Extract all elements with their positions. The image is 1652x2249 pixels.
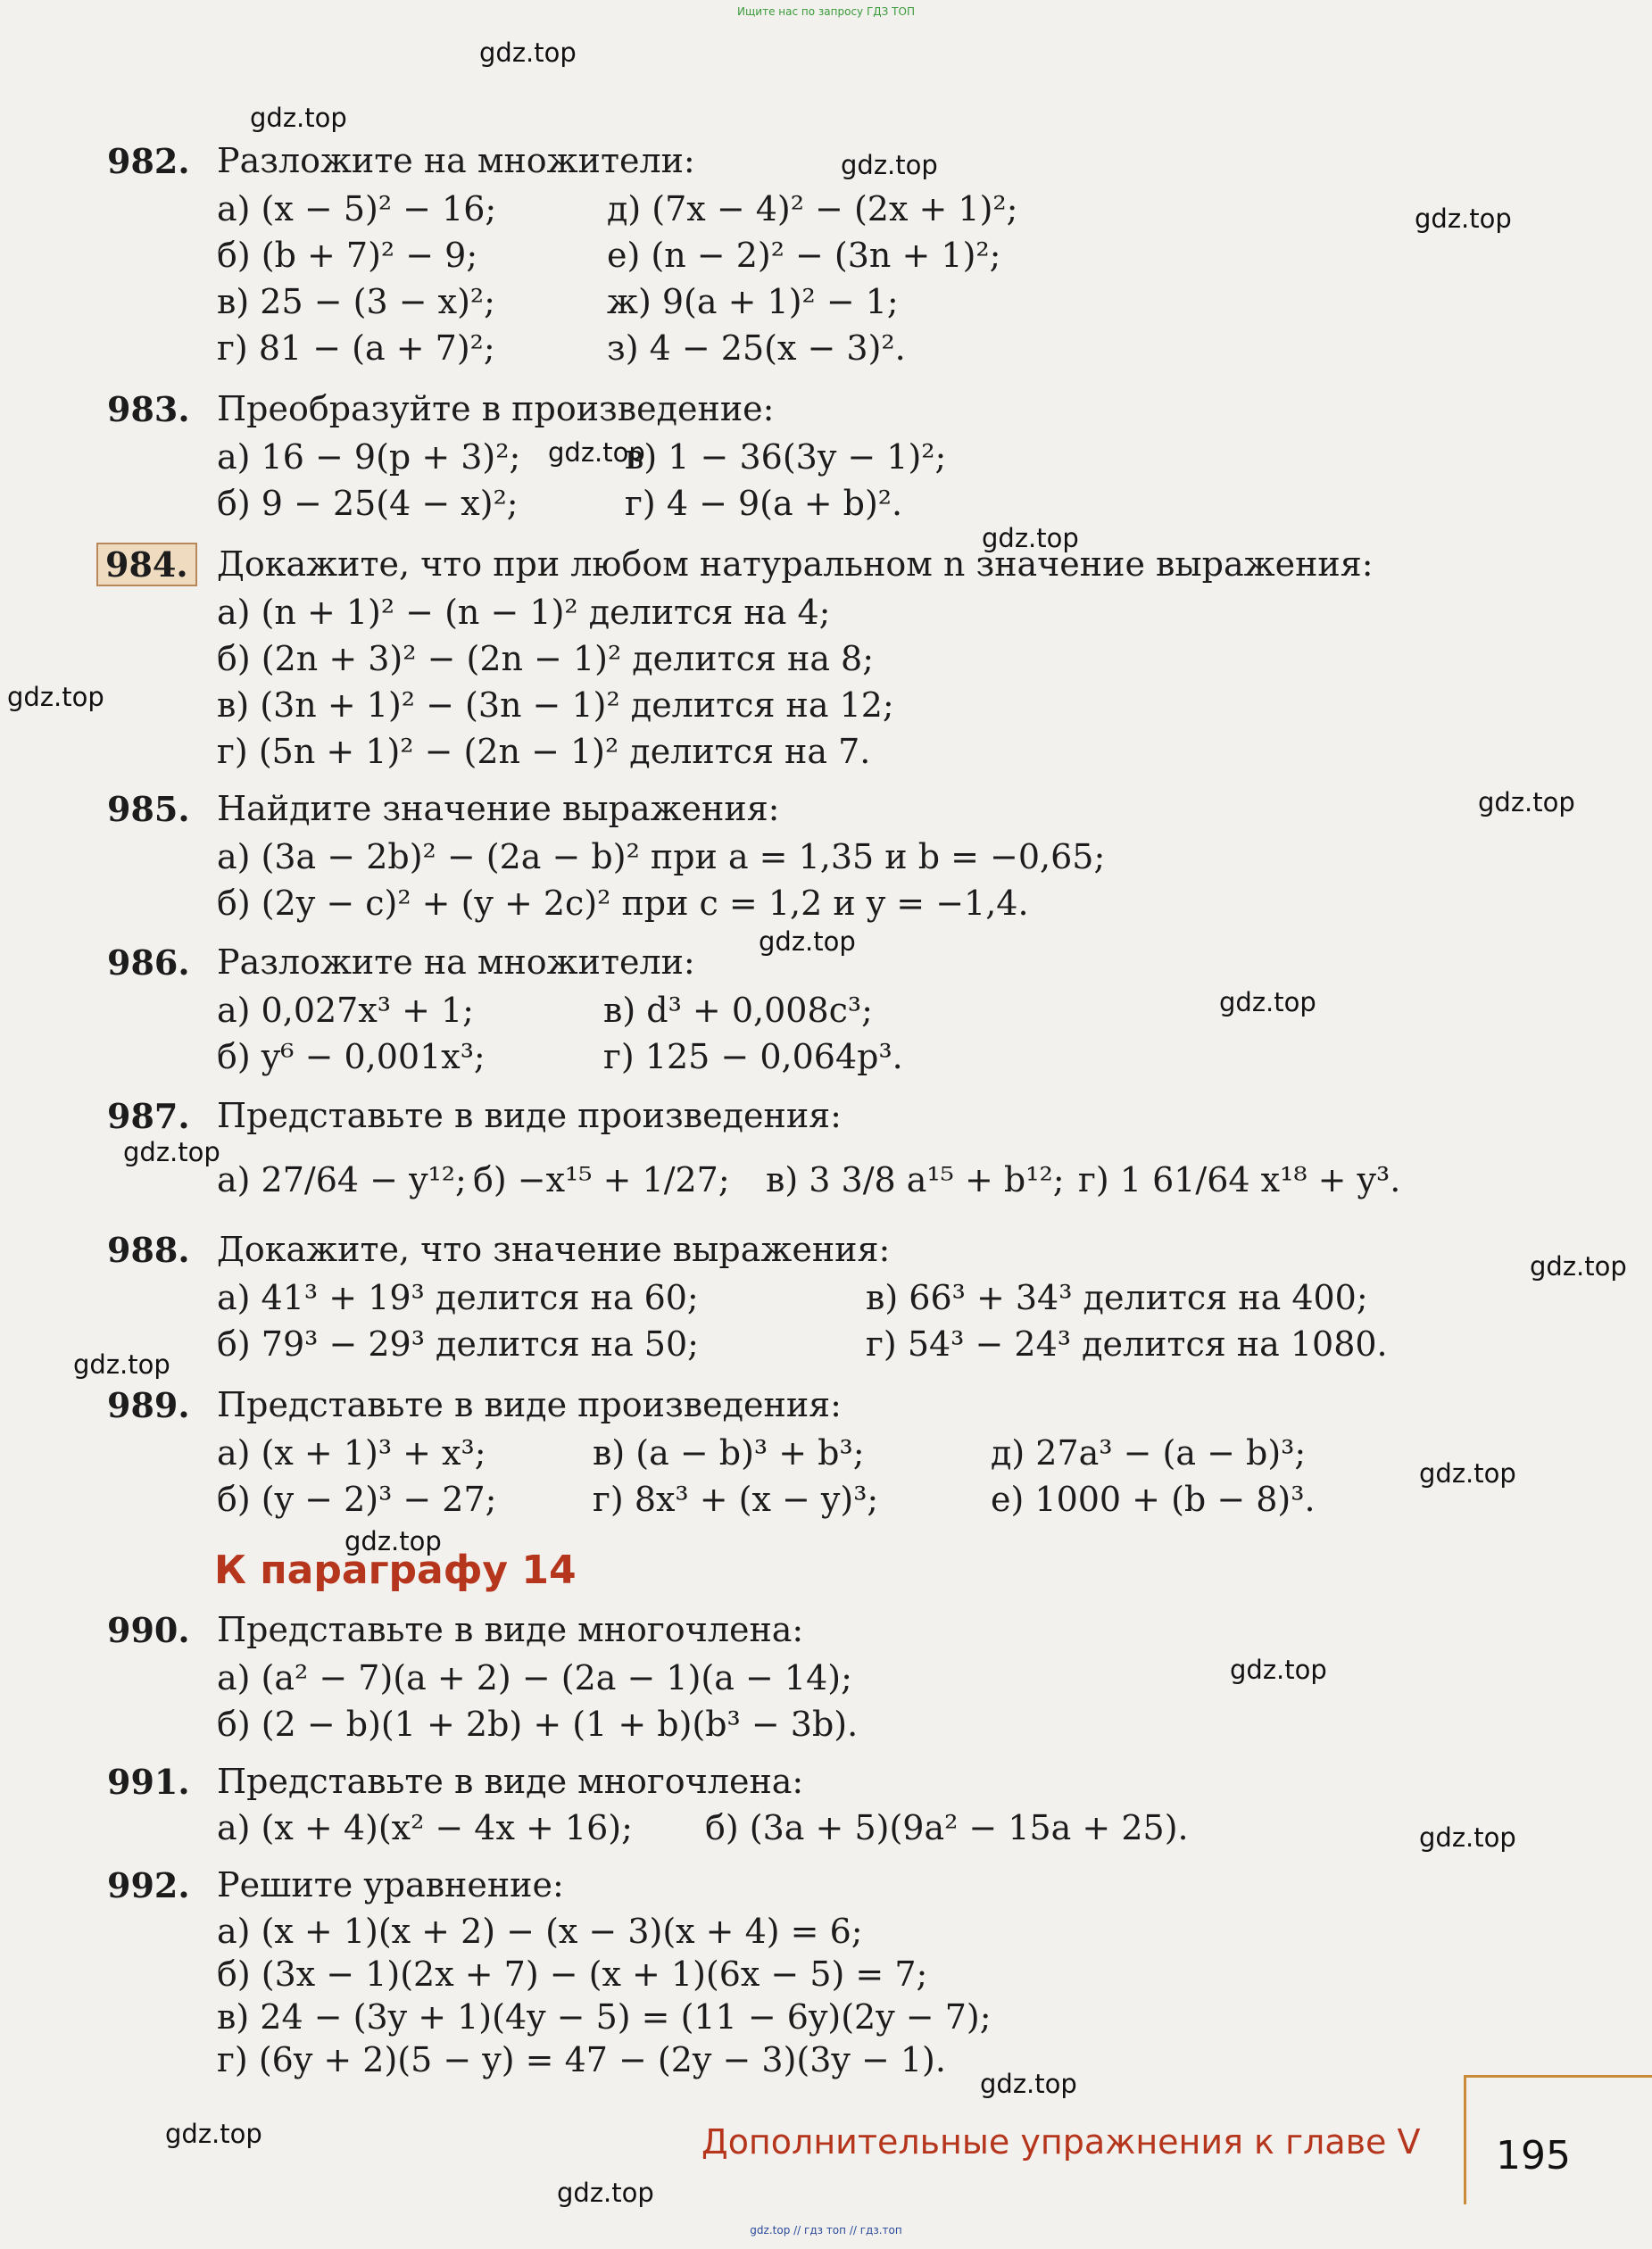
problem-item: а) (n + 1)² − (n − 1)² делится на 4;: [217, 593, 831, 632]
problem-item: в) d³ + 0,008c³;: [603, 991, 873, 1030]
problem-text: Преобразуйте в произведение:: [217, 389, 775, 428]
problem-text: Докажите, что значение выражения:: [217, 1230, 891, 1269]
problem-item: г) 4 − 9(a + b)².: [625, 484, 903, 523]
problem-item: а) (x + 1)³ + x³;: [217, 1433, 486, 1473]
section-heading: К параграфу 14: [214, 1548, 577, 1593]
problem-item: в) (a − b)³ + b³;: [593, 1433, 865, 1473]
watermark: gdz.top: [982, 523, 1079, 553]
problem-item: а) (a² − 7)(a + 2) − (2a − 1)(a − 14);: [217, 1658, 852, 1697]
problem-number: 987.: [107, 1096, 190, 1136]
watermark: gdz.top: [1530, 1251, 1627, 1282]
problem-item: д) (7x − 4)² − (2x + 1)²;: [607, 189, 1018, 228]
problem-item: в) 3 3/8 a¹⁵ + b¹²;: [766, 1160, 1065, 1199]
problem-item: в) 24 − (3y + 1)(4y − 5) = (11 − 6y)(2y − 7);: [217, 1997, 992, 2037]
problem-item: а) (3a − 2b)² − (2a − b)² при a = 1,35 и b = −0,65;: [217, 837, 1106, 876]
problem-number-highlighted: 984.: [96, 543, 197, 586]
footer-divider: [1464, 2075, 1466, 2204]
footer-note: gdz.top // гдз топ // гдз.топ: [750, 2224, 902, 2237]
problem-text: Представьте в виде многочлена:: [217, 1762, 804, 1801]
watermark: gdz.top: [479, 37, 577, 68]
problem-item: а) 41³ + 19³ делится на 60;: [217, 1278, 699, 1317]
watermark: gdz.top: [73, 1349, 170, 1380]
problem-item: в) 1 − 36(3y − 1)²;: [625, 437, 947, 477]
problem-item: в) 25 − (3 − x)²;: [217, 282, 495, 321]
watermark: gdz.top: [557, 2178, 654, 2208]
problem-number: 986.: [107, 942, 190, 983]
header-note: Ищите нас по запросу ГДЗ ТОП: [737, 5, 915, 18]
watermark: gdz.top: [841, 150, 938, 180]
problem-item: б) y⁶ − 0,001x³;: [217, 1037, 486, 1076]
problem-item: а) (x − 5)² − 16;: [217, 189, 497, 228]
problem-item: г) 125 − 0,064p³.: [603, 1037, 903, 1076]
watermark: gdz.top: [980, 2069, 1077, 2099]
problem-item: г) 8x³ + (x − y)³;: [593, 1480, 879, 1519]
problem-item: г) 54³ − 24³ делится на 1080.: [866, 1324, 1388, 1364]
watermark: gdz.top: [1419, 1458, 1516, 1489]
problem-item: а) 27/64 − y¹²;: [217, 1160, 467, 1199]
watermark: gdz.top: [759, 926, 856, 957]
problem-text: Представьте в виде произведения:: [217, 1096, 842, 1135]
problem-item: д) 27a³ − (a − b)³;: [991, 1433, 1307, 1473]
problem-item: а) (x + 4)(x² − 4x + 16);: [217, 1808, 633, 1847]
problem-item: б) (3a + 5)(9a² − 15a + 25).: [705, 1808, 1189, 1847]
problem-item: ж) 9(a + 1)² − 1;: [607, 282, 899, 321]
problem-text: Представьте в виде многочлена:: [217, 1610, 804, 1649]
problem-item: б) (2y − c)² + (y + 2c)² при c = 1,2 и y = −1,4.: [217, 884, 1029, 923]
problem-item: в) (3n + 1)² − (3n − 1)² делится на 12;: [217, 685, 894, 725]
problem-item: а) 0,027x³ + 1;: [217, 991, 474, 1030]
problem-number: 982.: [107, 141, 190, 181]
problem-item: а) 16 − 9(p + 3)²;: [217, 437, 521, 477]
problem-item: е) 1000 + (b − 8)³.: [991, 1480, 1316, 1519]
watermark: gdz.top: [165, 2119, 262, 2149]
watermark: gdz.top: [250, 103, 347, 133]
problem-item: в) 66³ + 34³ делится на 400;: [866, 1278, 1368, 1317]
problem-item: б) (b + 7)² − 9;: [217, 236, 478, 275]
watermark: gdz.top: [1415, 203, 1512, 234]
watermark: gdz.top: [1419, 1822, 1516, 1853]
problem-number: 985.: [107, 789, 190, 829]
problem-item: б) (y − 2)³ − 27;: [217, 1480, 497, 1519]
problem-text: Представьте в виде произведения:: [217, 1385, 842, 1424]
problem-number: 983.: [107, 389, 190, 429]
watermark: gdz.top: [345, 1526, 442, 1556]
chapter-footer: Дополнительные упражнения к главе V: [701, 2122, 1421, 2162]
problem-number: 989.: [107, 1385, 190, 1425]
problem-item: г) 1 61/64 x¹⁸ + y³.: [1078, 1160, 1401, 1199]
problem-number: 990.: [107, 1610, 190, 1650]
watermark: gdz.top: [1219, 987, 1316, 1017]
problem-item: б) −x¹⁵ + 1/27;: [473, 1160, 730, 1199]
watermark: gdz.top: [1478, 787, 1575, 817]
problem-item: г) 81 − (a + 7)²;: [217, 328, 495, 368]
problem-number: 988.: [107, 1230, 190, 1270]
watermark: gdz.top: [548, 437, 645, 468]
problem-item: а) (x + 1)(x + 2) − (x − 3)(x + 4) = 6;: [217, 1912, 863, 1951]
watermark: gdz.top: [1230, 1655, 1327, 1685]
footer-rule: [1464, 2075, 1652, 2078]
page-number: 195: [1496, 2133, 1571, 2178]
problem-text: Решите уравнение:: [217, 1865, 564, 1905]
problem-item: б) (3x − 1)(2x + 7) − (x + 1)(6x − 5) = 7;: [217, 1954, 928, 1994]
watermark: gdz.top: [123, 1137, 220, 1167]
problem-item: б) 79³ − 29³ делится на 50;: [217, 1324, 699, 1364]
problem-item: б) (2 − b)(1 + 2b) + (1 + b)(b³ − 3b).: [217, 1705, 859, 1744]
problem-item: б) (2n + 3)² − (2n − 1)² делится на 8;: [217, 639, 875, 678]
problem-text: Найдите значение выражения:: [217, 789, 780, 828]
problem-item: е) (n − 2)² − (3n + 1)²;: [607, 236, 1001, 275]
problem-number: 991.: [107, 1762, 190, 1802]
problem-text: Разложите на множители:: [217, 141, 695, 180]
problem-item: б) 9 − 25(4 − x)²;: [217, 484, 519, 523]
problem-text: Докажите, что при любом натуральном n значение выражения:: [217, 544, 1374, 584]
problem-text: Разложите на множители:: [217, 942, 695, 982]
problem-number: 992.: [107, 1865, 190, 1905]
problem-item: г) (6y + 2)(5 − y) = 47 − (2y − 3)(3y − 1).: [217, 2040, 946, 2079]
problem-item: г) (5n + 1)² − (2n − 1)² делится на 7.: [217, 732, 871, 771]
watermark: gdz.top: [7, 682, 104, 712]
problem-item: з) 4 − 25(x − 3)².: [607, 328, 906, 368]
